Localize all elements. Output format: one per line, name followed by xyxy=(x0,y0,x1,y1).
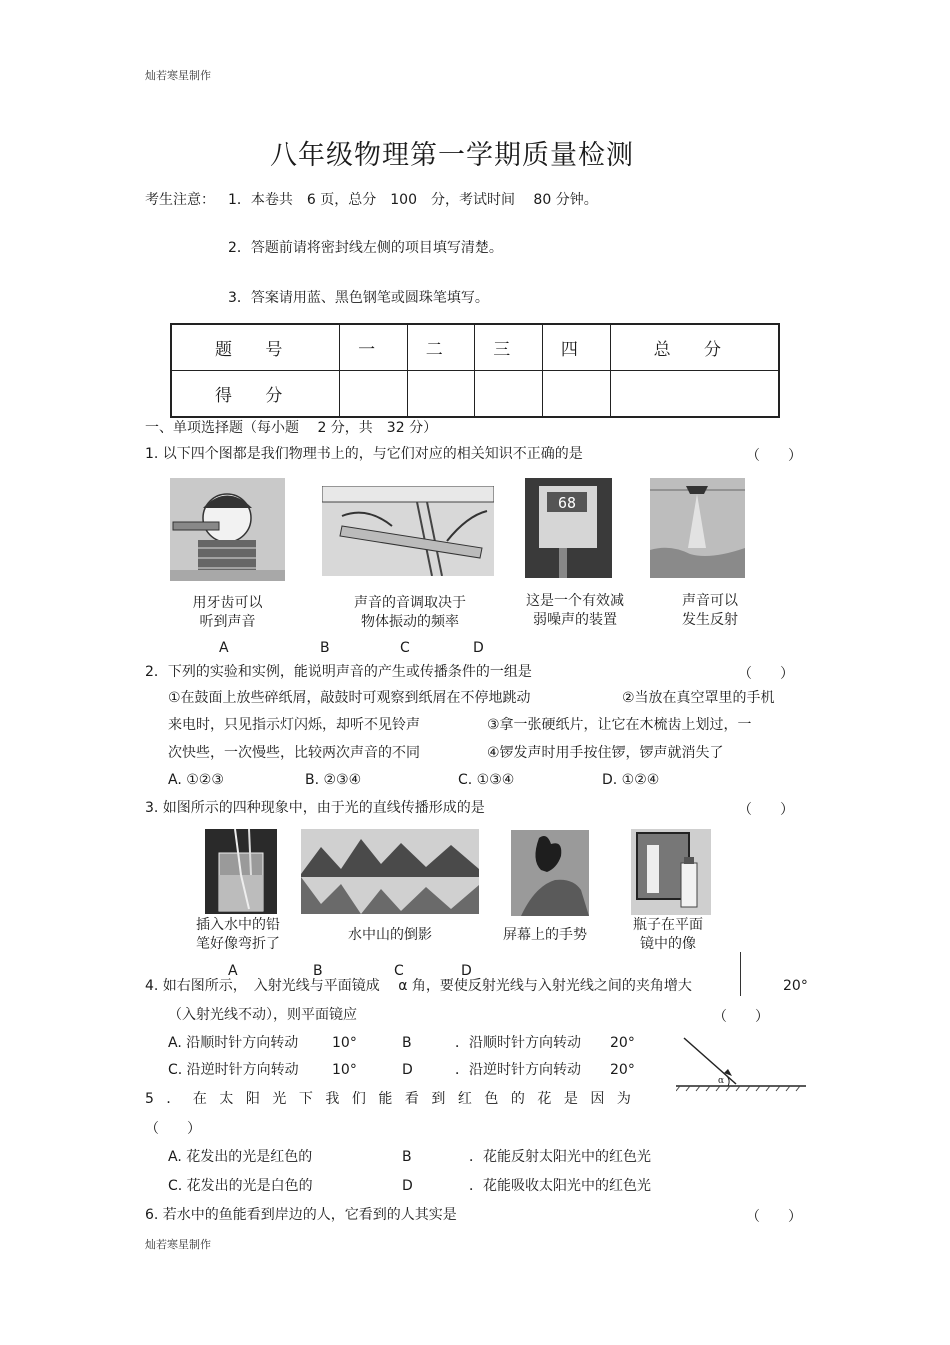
q2-line: 次快些，一次慢些，比较两次声音的不同 xyxy=(168,745,420,761)
notice-label: 考生注意： xyxy=(145,192,215,208)
q3-image-c-hand-shadow xyxy=(511,830,589,916)
q5-answer-paren[interactable]: （ ） xyxy=(145,1121,201,1137)
q4-stem: 4. 如右图所示， 入射光线与平面镜成 α 角，要使反射光线与入射光线之间的夹角增大 xyxy=(145,978,692,994)
score-cell[interactable] xyxy=(340,371,408,418)
q3-image-a-pencil-in-water xyxy=(205,829,277,914)
q4-option-d-letter[interactable]: D xyxy=(402,1062,413,1078)
q4-option-c-angle: 10° xyxy=(332,1062,357,1078)
q1-answer-paren[interactable]: （ ） xyxy=(746,448,802,464)
q4-answer-paren[interactable]: （ ） xyxy=(713,1009,769,1025)
q1-image-b-ruler xyxy=(322,486,494,576)
q3-letter-a: A xyxy=(228,963,238,979)
q4-option-b[interactable]: ．沿顺时针方向转动 xyxy=(455,1035,581,1051)
q6-stem: 6. 若水中的鱼能看到岸边的人，它看到的人其实是 xyxy=(145,1207,457,1223)
q3-caption-d: 瓶子在平面 镜中的像 xyxy=(633,917,703,952)
score-header-cell: 一 xyxy=(340,324,408,371)
q2-line: ①在鼓面上放些碎纸屑，敲鼓时可观察到纸屑在不停地跳动 xyxy=(168,690,531,706)
q3-letter-c: C xyxy=(394,963,404,979)
q1-image-a-boy-teeth xyxy=(170,478,285,581)
q2-option-a[interactable]: A. ①②③ xyxy=(168,772,224,788)
q4-divider xyxy=(740,952,741,996)
q4-option-b-angle: 20° xyxy=(610,1035,635,1051)
q4-stem-cont: （入射光线不动），则平面镜应 xyxy=(168,1007,357,1023)
q2-option-c[interactable]: C. ①③④ xyxy=(458,772,515,788)
section-heading: 一、单项选择题（每小题 2 分，共 32 分） xyxy=(145,420,438,436)
q3-stem: 3. 如图所示的四种现象中，由于光的直线传播形成的是 xyxy=(145,800,485,816)
q2-option-d[interactable]: D. ①②④ xyxy=(602,772,660,788)
q4-option-a-angle: 10° xyxy=(332,1035,357,1051)
q5-option-b-letter[interactable]: B xyxy=(402,1149,412,1165)
q6-answer-paren[interactable]: （ ） xyxy=(746,1209,802,1225)
q1-letter-d: D xyxy=(473,640,484,656)
q2-option-b[interactable]: B. ②③④ xyxy=(305,772,362,788)
page-title: 八年级物理第一学期质量检测 xyxy=(270,140,634,171)
q3-image-b-mountain-reflection xyxy=(301,829,479,914)
score-cell[interactable] xyxy=(407,371,475,418)
q3-caption-a: 插入水中的铅 笔好像弯折了 xyxy=(196,917,280,952)
notice-item-3: 3．答案请用蓝、黑色钢笔或圆珠笔填写。 xyxy=(228,290,489,306)
score-cell[interactable] xyxy=(475,371,543,418)
q4-option-c[interactable]: C. 沿逆时针方向转动 xyxy=(168,1062,299,1078)
footer-producer: 灿若寒星制作 xyxy=(145,1238,211,1251)
q1-caption-b: 声音的音调取决于 物体振动的频率 xyxy=(354,595,466,630)
q1-stem: 1. 以下四个图都是我们物理书上的，与它们对应的相关知识不正确的是 xyxy=(145,446,583,462)
q2-line: ②当放在真空罩里的手机 xyxy=(622,690,775,706)
q3-caption-b: 水中山的倒影 xyxy=(348,927,432,943)
q2-line: 来电时，只见指示灯闪烁，却听不见铃声 xyxy=(168,717,420,733)
q2-answer-paren[interactable]: （ ） xyxy=(738,666,794,682)
q4-mirror-diagram xyxy=(676,1030,808,1092)
q1-letter-c: C xyxy=(400,640,410,656)
q4-option-b-letter[interactable]: B xyxy=(402,1035,412,1051)
score-header-cell: 二 xyxy=(407,324,475,371)
q1-letter-a: A xyxy=(219,640,229,656)
header-producer: 灿若寒星制作 xyxy=(145,69,211,82)
score-header-cell: 题 号 xyxy=(171,324,340,371)
score-cell[interactable] xyxy=(610,371,779,418)
q3-image-d-mirror-bottle xyxy=(631,829,711,915)
q4-option-d-angle: 20° xyxy=(610,1062,635,1078)
q1-sign-number: 68 xyxy=(557,494,577,512)
q1-caption-c: 这是一个有效减 弱噪声的装置 xyxy=(526,593,624,628)
q5-option-d-letter[interactable]: D xyxy=(402,1178,413,1194)
q3-caption-c: 屏幕上的手势 xyxy=(503,927,587,943)
q4-stem-angle: 20° xyxy=(783,978,808,994)
score-table xyxy=(170,323,780,418)
q5-option-b[interactable]: ．花能反射太阳光中的红色光 xyxy=(469,1149,651,1165)
q1-caption-d: 声音可以 发生反射 xyxy=(682,593,738,628)
q1-image-d-sonar-ship xyxy=(650,478,745,578)
score-header-cell: 四 xyxy=(543,324,611,371)
q2-stem: 2．下列的实验和实例，能说明声音的产生或传播条件的一组是 xyxy=(145,664,532,680)
notice-item-1: 1．本卷共 6 页，总分 100 分，考试时间 80 分钟。 xyxy=(228,192,598,208)
score-cell[interactable] xyxy=(543,371,611,418)
notice-item-2: 2．答题前请将密封线左侧的项目填写清楚。 xyxy=(228,240,503,256)
q1-caption-a: 用牙齿可以 听到声音 xyxy=(192,595,263,630)
q4-option-d[interactable]: ．沿逆时针方向转动 xyxy=(455,1062,581,1078)
score-row-label: 得 分 xyxy=(171,371,340,418)
q5-stem: 5．在太阳光下我们能看到红色的花是因为 xyxy=(145,1091,644,1107)
q3-answer-paren[interactable]: （ ） xyxy=(738,802,794,818)
q2-line: ③拿一张硬纸片，让它在木梳齿上划过，一 xyxy=(487,717,752,733)
q4-option-a[interactable]: A. 沿顺时针方向转动 xyxy=(168,1035,299,1051)
q5-option-c[interactable]: C. 花发出的光是白色的 xyxy=(168,1178,313,1194)
q2-line: ④锣发声时用手按住锣，锣声就消失了 xyxy=(487,745,724,761)
score-table-score-row xyxy=(171,371,779,418)
score-table-header-row xyxy=(171,324,779,371)
q4-alpha-label: α xyxy=(718,1076,725,1086)
q5-option-a[interactable]: A. 花发出的光是红色的 xyxy=(168,1149,313,1165)
q3-letter-b: B xyxy=(313,963,323,979)
q1-letter-b: B xyxy=(320,640,330,656)
q3-letter-d: D xyxy=(461,963,472,979)
q5-option-d[interactable]: ．花能吸收太阳光中的红色光 xyxy=(469,1178,651,1194)
q1-image-c-noise-sign xyxy=(525,478,612,578)
score-header-cell: 总 分 xyxy=(610,324,779,371)
score-header-cell: 三 xyxy=(475,324,543,371)
